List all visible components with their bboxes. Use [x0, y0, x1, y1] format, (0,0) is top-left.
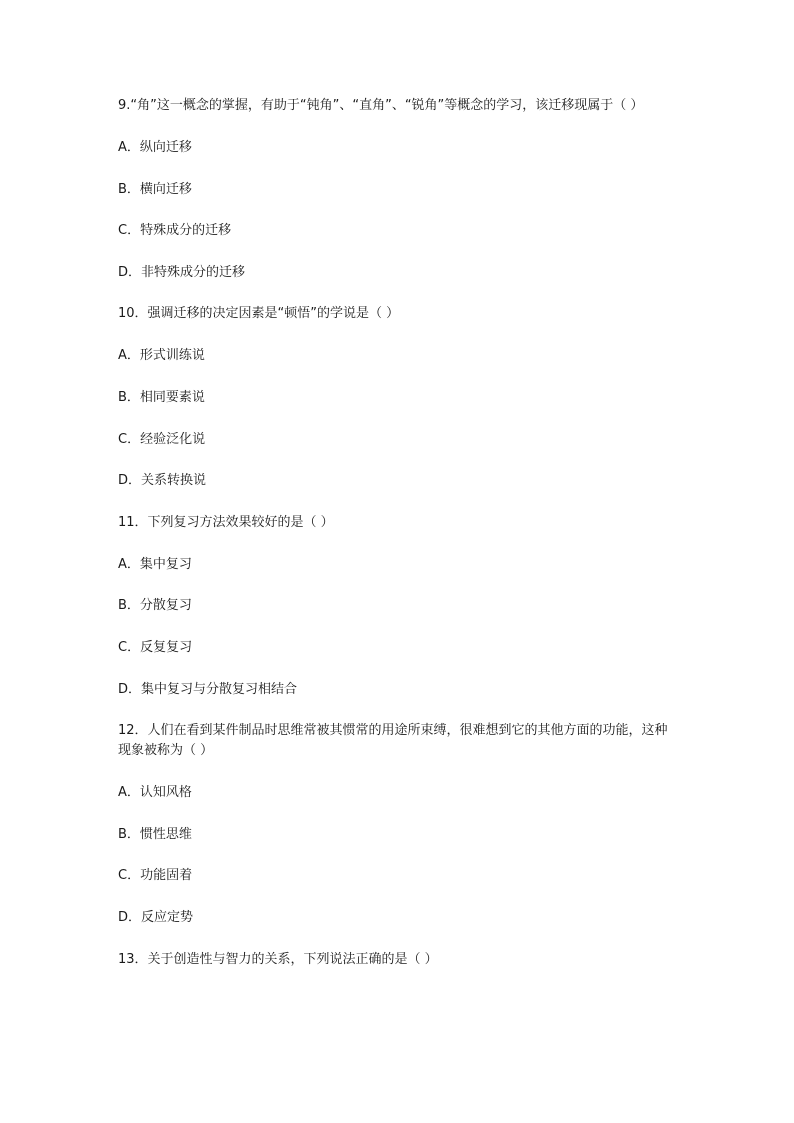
question-block: [118, 304, 678, 491]
question-block: [118, 721, 678, 928]
option-d: D．集中复习与分散复习相结合: [118, 681, 298, 697]
option-c: C．反复复习: [118, 639, 193, 655]
option-d: D．非特殊成分的迁移: [118, 264, 246, 280]
question-text: 12．人们在看到某件制品时思维常被其惯常的用途所束缚，很难想到它的其他方面的功能，这种现象被称为（ ）: [118, 723, 668, 759]
option-b: B．惯性思维: [118, 826, 192, 842]
option-a: A．形式训练说: [118, 348, 205, 364]
question-block: [118, 950, 678, 970]
option-b: B．相同要素说: [118, 389, 205, 405]
option-d: D．关系转换说: [118, 473, 207, 489]
option-c: C．经验泛化说: [118, 431, 206, 447]
question-text: 10．强调迁移的决定因素是“顿悟”的学说是（ ）: [118, 306, 400, 322]
question-block: [118, 96, 678, 283]
option-b: B．横向迁移: [118, 181, 192, 197]
document-page: [118, 96, 678, 970]
option-b: B．分散复习: [118, 598, 192, 614]
question-block: [118, 513, 678, 700]
option-c: C．特殊成分的迁移: [118, 223, 232, 239]
option-a: A．集中复习: [118, 556, 192, 572]
question-text: 13．关于创造性与智力的关系，下列说法正确的是（ ）: [118, 951, 438, 967]
question-text: 11．下列复习方法效果较好的是（ ）: [118, 514, 334, 530]
option-a: A．纵向迁移: [118, 140, 192, 155]
question-text: 9.“角”这一概念的掌握，有助于“钝角”、“直角”、“锐角”等概念的学习，该迁移现属于（ ）: [118, 98, 644, 113]
option-c: C．功能固着: [118, 868, 193, 884]
option-d: D．反应定势: [118, 909, 194, 925]
option-a: A．认知风格: [118, 785, 192, 801]
